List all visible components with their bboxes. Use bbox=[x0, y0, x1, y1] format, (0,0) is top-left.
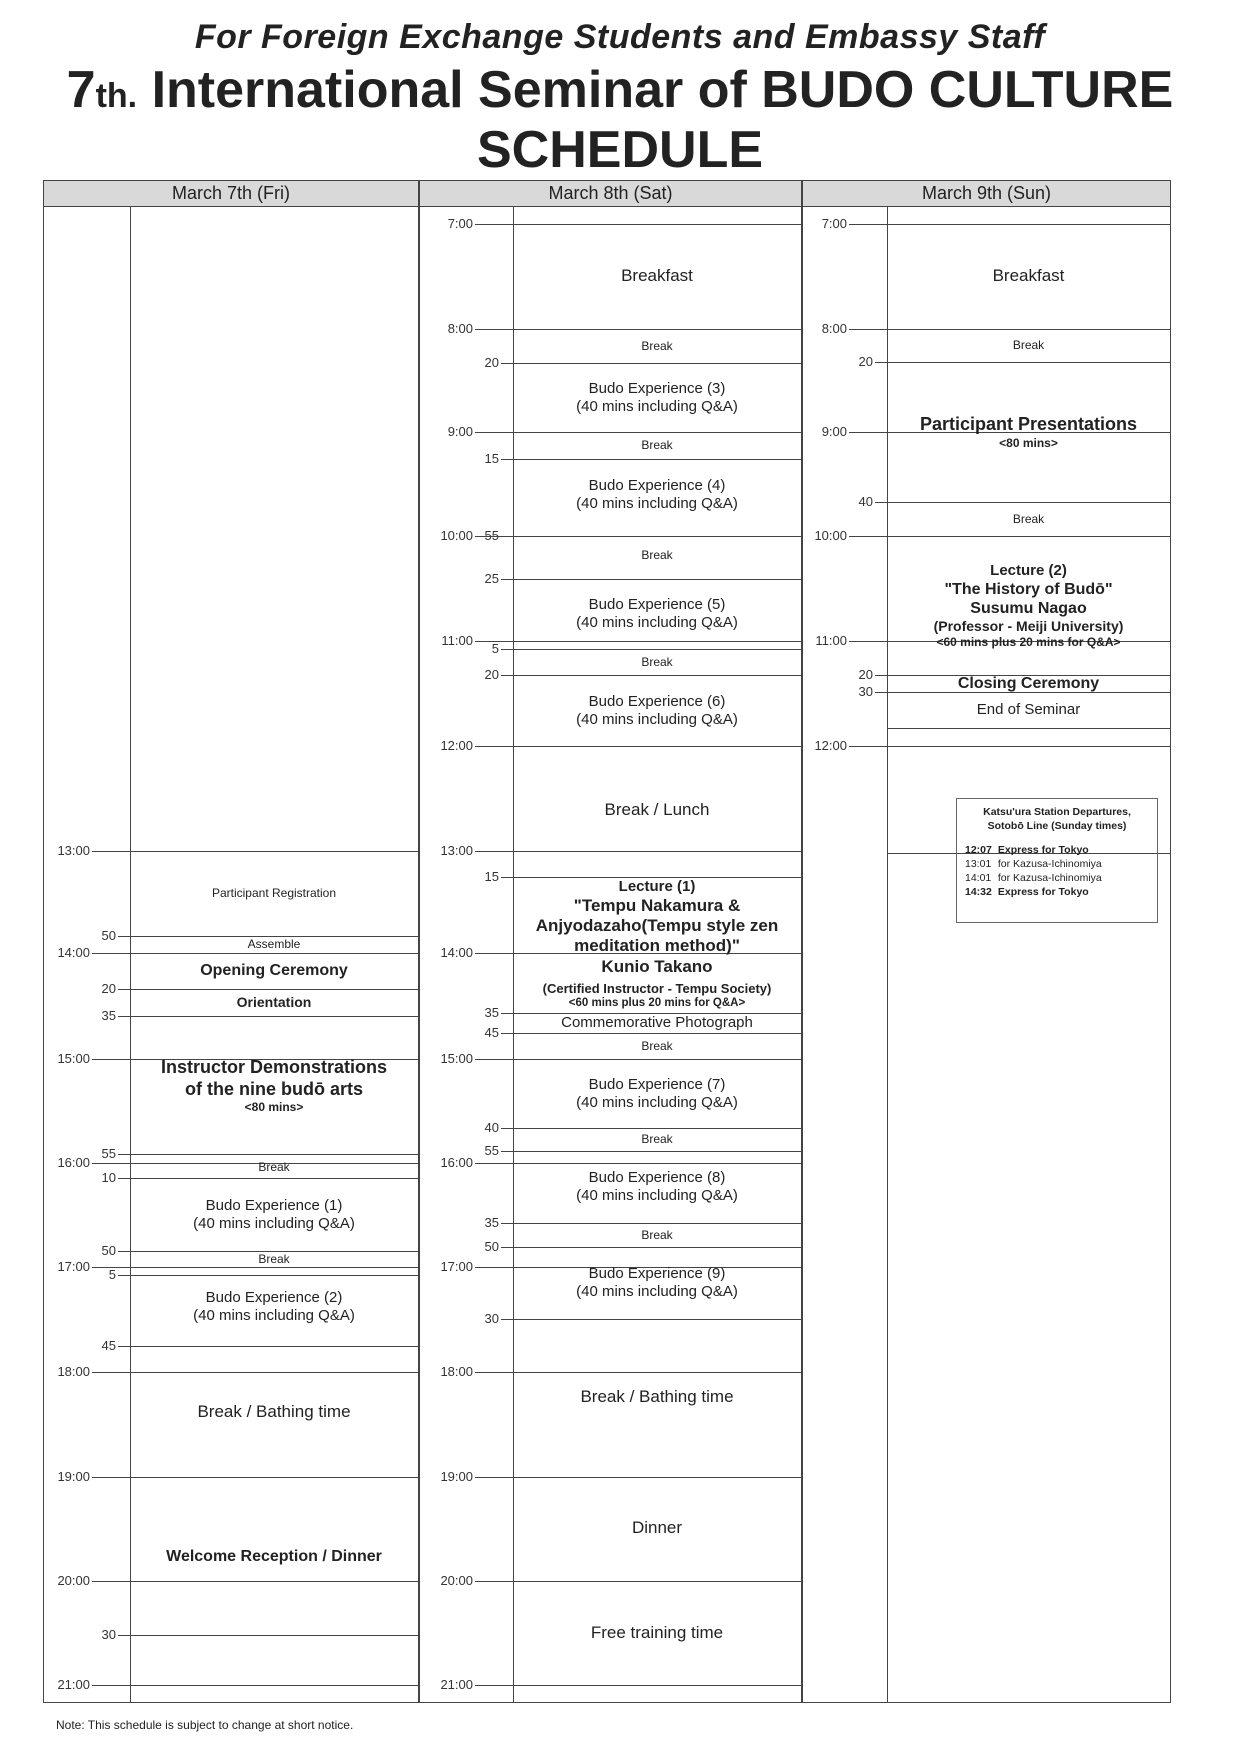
event-text: Orientation bbox=[236, 994, 312, 1011]
event-text: (40 mins including Q&A) bbox=[576, 495, 738, 512]
schedule-event bbox=[515, 1319, 799, 1475]
event-text: Instructor Demonstrations bbox=[160, 1057, 388, 1078]
time-tick-label: 30 bbox=[858, 684, 873, 699]
time-tick-line bbox=[118, 1635, 418, 1636]
schedule-event bbox=[515, 1223, 799, 1247]
departures-title: Katsu'ura Station Departures, bbox=[983, 806, 1131, 818]
time-tick-label: 14:00 bbox=[440, 945, 473, 960]
event-text: Budo Experience (8) bbox=[588, 1169, 726, 1186]
event-text: (40 mins including Q&A) bbox=[576, 1283, 738, 1300]
departure-destination: Express for Tokyo bbox=[997, 844, 1089, 856]
event-duration-note: <60 mins plus 20 mins for Q&A> bbox=[936, 634, 1121, 649]
time-tick-label: 20 bbox=[858, 354, 873, 369]
schedule-event bbox=[132, 989, 416, 1016]
time-tick-label: 11:00 bbox=[441, 633, 473, 648]
schedule-event bbox=[515, 1128, 799, 1151]
title-ordinal: th. bbox=[95, 77, 138, 115]
event-text: Budo Experience (9) bbox=[588, 1265, 726, 1282]
time-tick-label: 12:00 bbox=[814, 738, 847, 753]
schedule-event bbox=[132, 1016, 416, 1156]
time-tick-label: 13:00 bbox=[57, 843, 90, 858]
schedule-event bbox=[515, 1151, 799, 1223]
time-tick-label: 35 bbox=[484, 1215, 499, 1230]
day-header: March 8th (Sat) bbox=[420, 181, 801, 207]
schedule-event bbox=[889, 536, 1168, 675]
event-text: Susumu Nagao bbox=[970, 599, 1087, 617]
time-tick-label: 17:00 bbox=[57, 1259, 90, 1274]
event-text: Break bbox=[1012, 338, 1045, 353]
departure-destination: for Kazusa-Ichinomiya bbox=[997, 872, 1102, 884]
time-tick-label: 15 bbox=[484, 451, 499, 466]
day-column-1 bbox=[43, 180, 419, 1703]
event-text: Budo Experience (1) bbox=[205, 1196, 343, 1214]
event-text: Welcome Reception / Dinner bbox=[166, 1548, 382, 1566]
time-tick-label: 21:00 bbox=[57, 1677, 90, 1692]
day-header: March 7th (Fri) bbox=[44, 181, 418, 207]
schedule-heading: SCHEDULE bbox=[476, 121, 764, 179]
departure-time: 14:01 bbox=[965, 872, 992, 884]
event-text: Commemorative Photograph bbox=[561, 1014, 753, 1031]
page-title bbox=[30, 60, 1210, 120]
time-tick-label: 15 bbox=[484, 869, 499, 884]
time-tick-label: 55 bbox=[484, 1143, 499, 1158]
event-text: Break bbox=[641, 1038, 673, 1053]
event-text: "Tempu Nakamura & bbox=[573, 895, 741, 915]
time-tick-label: 8:00 bbox=[821, 321, 847, 336]
event-duration-note: <80 mins> bbox=[244, 1100, 304, 1115]
departures-subtitle: Sotobō Line (Sunday times) bbox=[987, 820, 1127, 832]
event-text: (40 mins including Q&A) bbox=[576, 397, 738, 415]
time-tick-label: 7:00 bbox=[821, 216, 847, 231]
time-tick-label: 9:00 bbox=[447, 424, 473, 439]
event-text: Participant Registration bbox=[211, 886, 337, 901]
event-text: meditation method)" bbox=[574, 936, 740, 956]
event-text: (Professor - Meiji University) bbox=[933, 618, 1124, 635]
time-tick-label: 50 bbox=[101, 1243, 116, 1258]
time-tick-label: 45 bbox=[484, 1025, 499, 1040]
event-text: Budo Experience (3) bbox=[588, 379, 726, 397]
event-text: Break / Lunch bbox=[604, 800, 710, 820]
event-text: Break bbox=[641, 1132, 673, 1147]
time-tick-label: 55 bbox=[484, 528, 499, 543]
schedule-event bbox=[889, 329, 1168, 362]
event-duration-note: <80 mins> bbox=[999, 435, 1058, 450]
departures-table bbox=[965, 843, 1108, 899]
time-tick-label: 13:00 bbox=[440, 843, 473, 858]
event-text: Budo Experience (4) bbox=[588, 477, 726, 494]
time-tick-line bbox=[92, 1685, 418, 1686]
time-tick-label: 50 bbox=[484, 1239, 499, 1254]
event-text: Dinner bbox=[631, 1517, 683, 1537]
schedule-event bbox=[515, 649, 799, 675]
event-text: Break bbox=[258, 1251, 290, 1266]
event-text: Participant Presentations bbox=[919, 414, 1138, 434]
event-duration-note: <60 mins plus 20 mins for Q&A> bbox=[568, 996, 746, 1009]
event-text: (40 mins including Q&A) bbox=[193, 1306, 355, 1324]
schedule-event bbox=[889, 502, 1168, 536]
time-tick-label: 20 bbox=[484, 355, 499, 370]
schedule-event bbox=[515, 1013, 799, 1033]
event-text: Break bbox=[641, 1227, 673, 1242]
schedule-event bbox=[515, 1247, 799, 1319]
schedule-event bbox=[132, 1178, 416, 1251]
schedule-event bbox=[515, 1475, 799, 1581]
time-tick-label: 50 bbox=[101, 928, 116, 943]
schedule-event bbox=[889, 362, 1168, 502]
time-tick-label: 45 bbox=[101, 1338, 116, 1353]
departure-time: 12:07 bbox=[965, 844, 992, 856]
event-text: (40 mins including Q&A) bbox=[576, 614, 738, 631]
event-text: Assemble bbox=[247, 937, 301, 952]
day-header: March 9th (Sun) bbox=[803, 181, 1170, 207]
schedule-event bbox=[515, 329, 799, 363]
time-tick-label: 7:00 bbox=[447, 216, 473, 231]
time-tick-label: 30 bbox=[101, 1627, 116, 1642]
schedule-event bbox=[132, 953, 416, 989]
schedule-event bbox=[515, 432, 799, 459]
time-tick-label: 25 bbox=[484, 571, 499, 586]
schedule-event bbox=[515, 459, 799, 531]
time-tick-label: 18:00 bbox=[57, 1364, 90, 1379]
event-text: Free training time bbox=[590, 1622, 724, 1642]
departure-row bbox=[965, 857, 1108, 871]
time-tick-label: 35 bbox=[101, 1008, 116, 1023]
time-tick-label: 20 bbox=[858, 667, 873, 682]
time-tick-label: 11:00 bbox=[815, 633, 847, 648]
schedule-event bbox=[515, 224, 799, 329]
departure-row bbox=[965, 843, 1108, 857]
time-tick-label: 16:00 bbox=[57, 1155, 90, 1170]
footnote: Note: This schedule is subject to change at short notice. bbox=[56, 1718, 354, 1732]
event-text: Breakfast bbox=[621, 266, 693, 286]
event-text: "The History of Budō" bbox=[944, 580, 1113, 598]
event-text: End of Seminar bbox=[976, 701, 1081, 718]
schedule-event bbox=[515, 363, 799, 432]
event-text: Closing Ceremony bbox=[957, 674, 1100, 692]
event-text: Break bbox=[258, 1159, 290, 1174]
schedule-event bbox=[889, 224, 1168, 329]
schedule-event bbox=[515, 579, 799, 649]
schedule-event bbox=[515, 531, 799, 579]
schedule-event bbox=[132, 1251, 416, 1267]
schedule-event bbox=[132, 851, 416, 936]
event-text: Budo Experience (7) bbox=[588, 1075, 726, 1093]
time-tick-label: 20:00 bbox=[57, 1573, 90, 1588]
schedule-event bbox=[132, 1346, 416, 1479]
event-text: Break bbox=[641, 547, 673, 562]
time-tick-label: 10:00 bbox=[440, 528, 473, 543]
departure-destination: for Kazusa-Ichinomiya bbox=[997, 858, 1102, 870]
event-text: Anjyodazaho(Tempu style zen bbox=[535, 915, 779, 935]
header-subtitle: For Foreign Exchange Students and Embassy Staff bbox=[194, 18, 1046, 56]
event-text: of the nine budō arts bbox=[185, 1078, 363, 1099]
schedule-event bbox=[132, 1267, 416, 1346]
time-tick-label: 12:00 bbox=[440, 738, 473, 753]
time-tick-label: 5 bbox=[491, 641, 499, 656]
day-column-3 bbox=[802, 180, 1171, 1703]
time-tick-line bbox=[475, 1685, 801, 1686]
time-tick-label: 14:00 bbox=[57, 945, 90, 960]
time-tick-label: 15:00 bbox=[57, 1051, 90, 1066]
time-tick-label: 19:00 bbox=[57, 1469, 90, 1484]
time-tick-label: 8:00 bbox=[447, 321, 473, 336]
departure-time: 13:01 bbox=[965, 858, 992, 870]
divider-line bbox=[887, 728, 1170, 729]
schedule-event bbox=[132, 1479, 416, 1635]
event-text: Break bbox=[1012, 511, 1045, 526]
event-text: Kunio Takano bbox=[601, 956, 713, 976]
departure-row bbox=[965, 885, 1108, 899]
schedule-event bbox=[515, 675, 799, 746]
event-text: Lecture (1) bbox=[618, 877, 696, 895]
event-text: Breakfast bbox=[992, 266, 1065, 286]
event-text: Break / Bathing time bbox=[580, 1386, 734, 1406]
time-tick-label: 19:00 bbox=[440, 1469, 473, 1484]
departure-time: 14:32 bbox=[965, 886, 992, 898]
day-column-2 bbox=[419, 180, 802, 1703]
event-text: Budo Experience (2) bbox=[205, 1288, 343, 1306]
event-text: (40 mins including Q&A) bbox=[193, 1214, 355, 1232]
time-tick-label: 16:00 bbox=[440, 1155, 473, 1170]
title-number: 7 bbox=[66, 61, 96, 119]
time-tick-label: 30 bbox=[484, 1311, 499, 1326]
time-tick-label: 40 bbox=[484, 1120, 499, 1135]
schedule-event bbox=[889, 692, 1168, 728]
time-tick-label: 17:00 bbox=[440, 1259, 473, 1274]
time-tick-label: 15:00 bbox=[440, 1051, 473, 1066]
schedule-event bbox=[515, 875, 799, 1013]
event-text: (40 mins including Q&A) bbox=[576, 1187, 738, 1204]
event-text: (40 mins including Q&A) bbox=[576, 710, 738, 728]
time-tick-label: 21:00 bbox=[440, 1677, 473, 1692]
schedule-event bbox=[515, 1033, 799, 1059]
time-tick-label: 9:00 bbox=[821, 424, 847, 439]
event-text: Budo Experience (6) bbox=[588, 692, 726, 710]
event-text: (Certified Instructor - Tempu Society) bbox=[542, 981, 772, 997]
schedule-event bbox=[515, 746, 799, 875]
event-text: Break bbox=[641, 654, 673, 669]
schedule-event bbox=[515, 1059, 799, 1128]
event-text: (40 mins including Q&A) bbox=[576, 1093, 738, 1111]
time-tick-label: 40 bbox=[858, 494, 873, 509]
schedule-event bbox=[132, 1156, 416, 1178]
event-text: Budo Experience (5) bbox=[588, 596, 726, 613]
event-text: Break bbox=[641, 338, 673, 353]
schedule-event bbox=[889, 675, 1168, 692]
title-text: International Seminar of BUDO CULTURE bbox=[151, 61, 1174, 119]
time-tick-label: 18:00 bbox=[440, 1364, 473, 1379]
departure-destination: Express for Tokyo bbox=[997, 886, 1089, 898]
time-tick-label: 5 bbox=[108, 1267, 116, 1282]
event-text: Break / Bathing time bbox=[197, 1402, 351, 1422]
time-tick-label: 10:00 bbox=[814, 528, 847, 543]
event-text: Break bbox=[641, 438, 673, 453]
time-tick-label: 20 bbox=[484, 667, 499, 682]
time-tick-label: 20 bbox=[101, 981, 116, 996]
time-tick-line bbox=[849, 746, 1170, 747]
time-tick-label: 20:00 bbox=[440, 1573, 473, 1588]
schedule-event bbox=[515, 1581, 799, 1685]
event-text: Opening Ceremony bbox=[200, 962, 348, 980]
schedule-event bbox=[132, 936, 416, 953]
departure-row bbox=[965, 871, 1108, 885]
event-text: Lecture (2) bbox=[990, 561, 1067, 579]
time-tick-label: 35 bbox=[484, 1005, 499, 1020]
time-tick-label: 10 bbox=[101, 1170, 116, 1185]
time-tick-label: 55 bbox=[101, 1146, 116, 1161]
train-departures-box bbox=[956, 798, 1158, 923]
